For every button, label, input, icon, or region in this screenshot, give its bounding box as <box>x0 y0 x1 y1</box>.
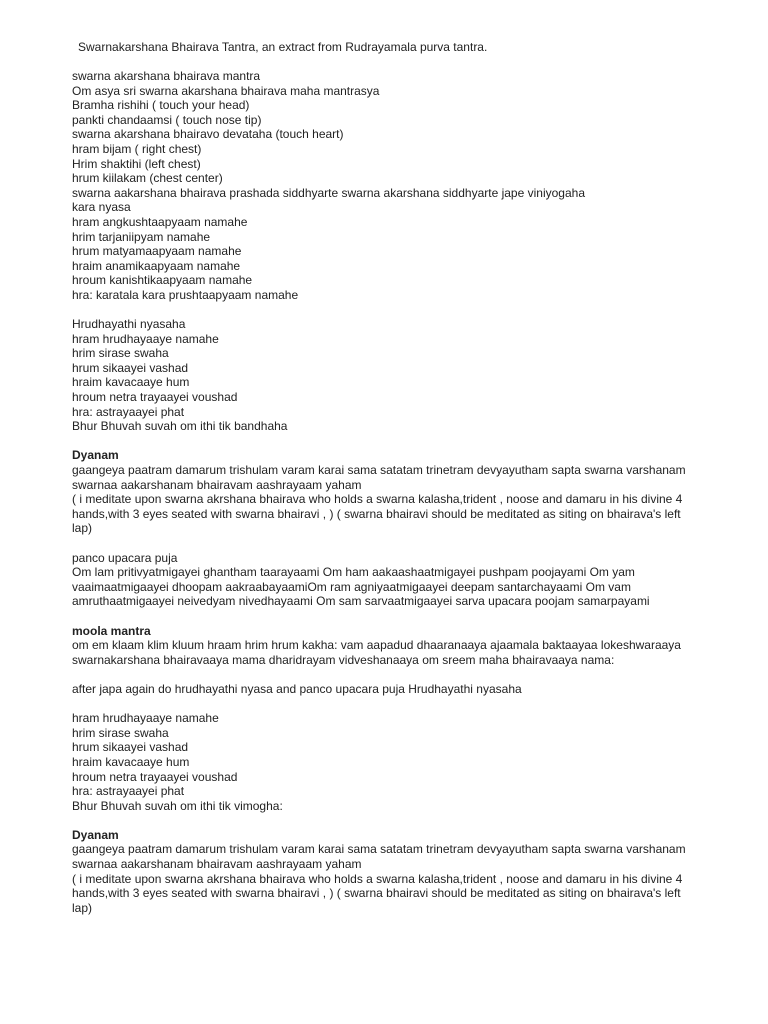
dyanam-section-repeat <box>72 828 702 916</box>
text-line: hraim kavacaaye hum <box>72 754 190 769</box>
text-line: hrim sirase swaha <box>72 725 169 740</box>
text-line: hra: astrayaayei phat <box>72 404 185 419</box>
text-line: Om asya sri swarna akarshana bhairava maha mantrasya <box>72 83 380 98</box>
text-line: hrum sikaayei vashad <box>72 740 189 755</box>
text-line: hrim sirase swaha <box>72 346 169 361</box>
section-heading: moola mantra <box>72 623 151 638</box>
spacer <box>72 536 702 551</box>
moola-mantra-text: om em klaam klim kluum hraam hrim hrum kakha: vam aapadud dhaaranaaya ajaamala baktaayaa lokeshwaraaya swarnakarshana bhairavaaya mama dharidrayam vidveshanaaya om sreem maha bhairavaaya nama: <box>72 638 681 667</box>
dyanam-text: gaangeya paatram damarum trishulam varam karai sama satatam trinetram devyayutham sapta swarna varshanam swarnaa aakarshanam bhairavam aashrayaam yaham <box>72 842 686 872</box>
section-heading: Dyanam <box>72 448 119 463</box>
text-line: hram hrudhayaaye namahe <box>72 331 219 346</box>
puja-text: Om lam pritivyatmigayei ghantham taarayaami Om ham aakaashaatmigayei pushpam poojayami Om yam vaaimaatmigaayei dhoopam aakraabayaamiOm ram agniyaatmigaayei deepam santarchayaami Om vam amruthaatmigaayei neivedyam nivedhayaami Om sam sarvaatmigaayei sarva upacara poojam samarpayami <box>72 565 650 609</box>
text-line: hrum kiilakam (chest center) <box>72 171 223 186</box>
text-line: hram bijam ( right chest) <box>72 141 202 156</box>
text-line: hra: astrayaayei phat <box>72 784 185 799</box>
text-line: hroum netra trayaayei voushad <box>72 769 238 784</box>
text-line: hrum sikaayei vashad <box>72 360 189 375</box>
text-line: hra: karatala kara prushtaapyaam namahe <box>72 287 299 302</box>
text-line: hrum matyamaapyaam namahe <box>72 244 242 259</box>
text-line: swarna akarshana bhairava mantra <box>72 69 261 83</box>
spacer <box>72 609 702 624</box>
text-line: swarna akarshana bhairavo devataha (touch heart) <box>72 127 344 142</box>
section-heading: panco upacara puja <box>72 550 178 565</box>
text-line: Bramha rishihi ( touch your head) <box>72 98 250 113</box>
text-line: hram angkushtaapyaam namahe <box>72 214 248 229</box>
text-line: Bhur Bhuvah suvah om ithi tik vimogha: <box>72 798 283 813</box>
hrudhayathi-nyasa-repeat-block <box>72 711 702 813</box>
dyanam-note: ( i meditate upon swarna akrshana bhairava who holds a swarna kalasha,trident , noose and damaru in his divine 4 hands,with 3 eyes seated with swarna bhairavi , ) ( swarna bhairavi should be meditated as siting on bhairava's left lap) <box>72 492 683 536</box>
spacer <box>72 667 702 682</box>
hrudhayathi-nyasa-block <box>72 317 702 434</box>
spacer <box>72 697 702 712</box>
text-line: Bhur Bhuvah suvah om ithi tik bandhaha <box>72 419 288 434</box>
dyanam-note: ( i meditate upon swarna akrshana bhairava who holds a swarna kalasha,trident , noose and damaru in his divine 4 hands,with 3 eyes seated with swarna bhairavi , ) ( swarna bhairavi should be meditated as siting on bhairava's left lap) <box>72 871 683 915</box>
spacer <box>72 303 702 318</box>
text-line: hraim anamikaapyaam namahe <box>72 258 241 273</box>
text-line: hroum kanishtikaapyaam namahe <box>72 273 253 288</box>
text-line: hrim tarjaniipyam namahe <box>72 229 211 244</box>
document-body <box>72 69 702 915</box>
text-line: hram hrudhayaaye namahe <box>72 711 219 726</box>
text-line: hraim kavacaaye hum <box>72 375 190 390</box>
text-line: pankti chandaamsi ( touch nose tip) <box>72 112 262 127</box>
spacer <box>72 813 702 828</box>
document-title: Swarnakarshana Bhairava Tantra, an extract from Rudrayamala purva tantra. <box>78 40 488 54</box>
spacer <box>72 434 702 449</box>
puja-section <box>72 551 702 609</box>
moola-mantra-section <box>72 624 702 668</box>
after-japa-instruction: after japa again do hrudhayathi nyasa and panco upacara puja Hrudhayathi nyasaha <box>72 681 522 696</box>
section-heading: Dyanam <box>72 827 119 842</box>
mantra-intro-block <box>72 69 702 303</box>
dyanam-section <box>72 448 702 536</box>
text-line: swarna aakarshana bhairava prashada siddhyarte swarna akarshana siddhyarte jape viniyogaha <box>72 185 585 200</box>
text-line: Hrim shaktihi (left chest) <box>72 156 201 171</box>
dyanam-text: gaangeya paatram damarum trishulam varam karai sama satatam trinetram devyayutham sapta swarna varshanam swarnaa aakarshanam bhairavam aashrayaam yaham <box>72 463 686 492</box>
text-line: hroum netra trayaayei voushad <box>72 390 238 405</box>
text-line: kara nyasa <box>72 200 131 215</box>
text-line: Hrudhayathi nyasaha <box>72 317 186 332</box>
